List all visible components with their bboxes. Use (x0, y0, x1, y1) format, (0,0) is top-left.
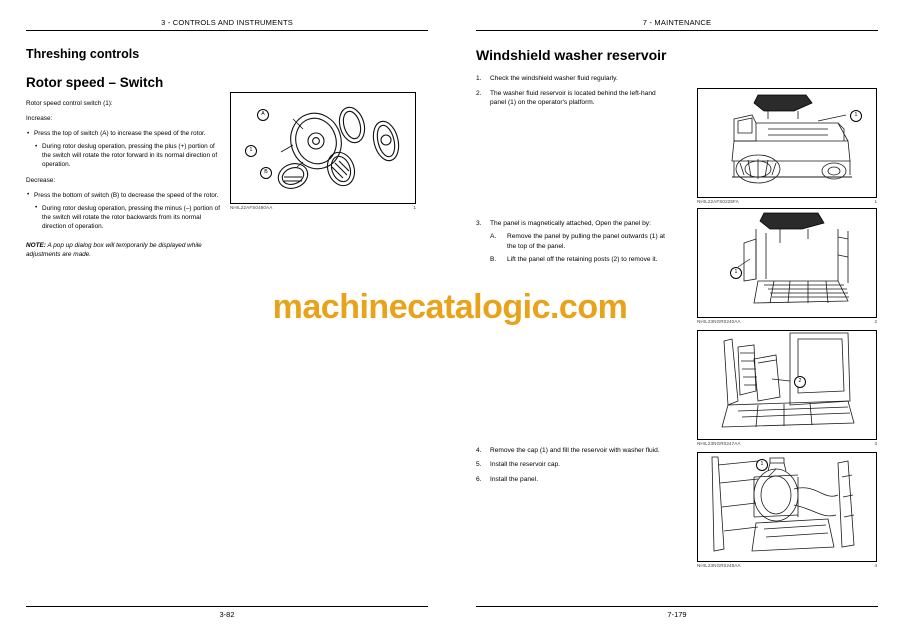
callout-a: A (257, 109, 269, 121)
left-figure-code: NHIL22AFS0480AA (230, 205, 273, 210)
note-block (26, 241, 222, 259)
step-2-text: The washer fluid reservoir is located behind the left-hand panel (1) on the operator's platform. (490, 89, 656, 107)
figure-1-callout-1: 1 (850, 110, 862, 122)
note-text: A pop up dialog box will temporarily be displayed while adjustments are made. (26, 242, 202, 259)
right-page-footer: 7-179 (476, 606, 878, 619)
increase-item-1: Press the top of switch (A) to increase the speed of the rotor. (34, 130, 206, 138)
list-item (34, 142, 222, 169)
figure-4-callout-1: 1 (756, 459, 768, 471)
left-body-column (26, 99, 222, 259)
list-item (476, 219, 666, 265)
platform-panel-illustration (698, 209, 876, 317)
rotor-speed-switch-figure (230, 92, 416, 204)
right-section-title: Windshield washer reservoir (476, 47, 667, 63)
combine-illustration (698, 89, 876, 197)
step-3a-number: A. (490, 233, 497, 241)
figure-1-number: 1 (874, 199, 877, 204)
figure-2-callout-1: 1 (730, 267, 742, 279)
spacer-2 (476, 270, 666, 446)
note-label: NOTE: (26, 242, 46, 250)
figure-4-wrap (697, 452, 877, 568)
list-item (490, 255, 666, 265)
decrease-label: Decrease: (26, 176, 56, 184)
list-item (476, 460, 666, 470)
list-item (476, 89, 666, 108)
figure-2-wrap (697, 208, 877, 324)
increase-item-2-text: During rotor deslug operation, pressing the plus (+) portion of the switch will rotate the rotor forward in its normal direction of operation. (42, 143, 218, 169)
reservoir-cap-illustration (698, 453, 876, 561)
maintenance-steps-2 (476, 219, 666, 265)
step-5-text: Install the reservoir cap. (490, 461, 560, 469)
step-4-text: Remove the cap (1) and fill the reservoir with washer fluid. (490, 446, 660, 454)
combine-rear-view-figure (697, 88, 877, 198)
decrease-item-1: Press the bottom of switch (B) to decrease the speed of the rotor. (34, 191, 219, 199)
left-running-head: 3 - CONTROLS AND INSTRUMENTS (26, 18, 428, 31)
figure-4-number: 4 (874, 563, 877, 568)
washer-reservoir-figure (697, 452, 877, 562)
step-6-number: 6. (476, 475, 482, 483)
step-3b-text: Lift the panel off the retaining posts (2) to remove it. (507, 256, 658, 264)
step-3-number: 3. (476, 219, 482, 227)
callout-b: B (260, 167, 272, 179)
increase-label: Increase: (26, 115, 53, 123)
decrease-sublist (34, 204, 222, 231)
figure-2-number: 2 (874, 319, 877, 324)
figure-3-wrap (697, 330, 877, 446)
step-3-sublist (490, 232, 666, 265)
callout-1: 1 (245, 145, 257, 157)
panel-removal-figure (697, 330, 877, 440)
left-sub-title: Rotor speed – Switch (26, 75, 164, 90)
step-1-text: Check the windshield washer fluid regularly. (490, 75, 618, 82)
figure-3-code: NHIL23NGR0247AA (697, 441, 741, 446)
left-figure-number: 1 (413, 205, 416, 210)
figure-1-code: NHIL22AFS0225FA (697, 199, 739, 204)
right-running-head: 7 - MAINTENANCE (476, 18, 878, 31)
list-item (34, 204, 222, 231)
right-body-column (476, 74, 666, 489)
list-item (490, 232, 666, 251)
decrease-item-2-text: During rotor deslug operation, pressing the minus (–) portion of the switch will rotate the rotor backwards from its normal direction of operation. (42, 204, 220, 230)
increase-list (26, 129, 222, 169)
figure-3-number: 3 (874, 441, 877, 446)
step-3b-number: B. (490, 256, 497, 264)
step-1-number: 1. (476, 75, 482, 82)
figure-1-wrap (697, 88, 877, 204)
increase-sublist (34, 142, 222, 169)
step-3-text: The panel is magnetically attached, Open the panel by: (490, 219, 651, 227)
step-4-number: 4. (476, 446, 482, 454)
step-3a-text: Remove the panel by pulling the panel outwards (1) at the top of the panel. (507, 233, 665, 250)
step-5-number: 5. (476, 461, 482, 469)
watermark-text: machinecatalogic.com (272, 288, 628, 326)
maintenance-steps-3 (476, 446, 666, 485)
panel-open-figure (697, 208, 877, 318)
left-page-footer: 3-82 (26, 606, 428, 619)
maintenance-steps (476, 74, 666, 108)
figure-3-callout-2: 2 (794, 376, 806, 388)
retaining-post-illustration (698, 331, 876, 439)
left-figure-wrap (230, 92, 416, 210)
step-6-text: Install the panel. (490, 475, 539, 483)
figure-4-code: NHIL23NGR0248AA (697, 563, 741, 568)
figure-2-code: NHIL23NGR0240AA (697, 319, 741, 324)
list-item (26, 191, 222, 231)
left-section-title: Threshing controls (26, 47, 140, 61)
list-item (476, 74, 666, 84)
spacer-1 (476, 113, 666, 219)
left-lead-text: Rotor speed control switch (1): (26, 100, 113, 107)
step-2-number: 2. (476, 89, 482, 97)
list-item (26, 129, 222, 169)
decrease-list (26, 191, 222, 231)
list-item (476, 446, 666, 456)
list-item (476, 475, 666, 485)
